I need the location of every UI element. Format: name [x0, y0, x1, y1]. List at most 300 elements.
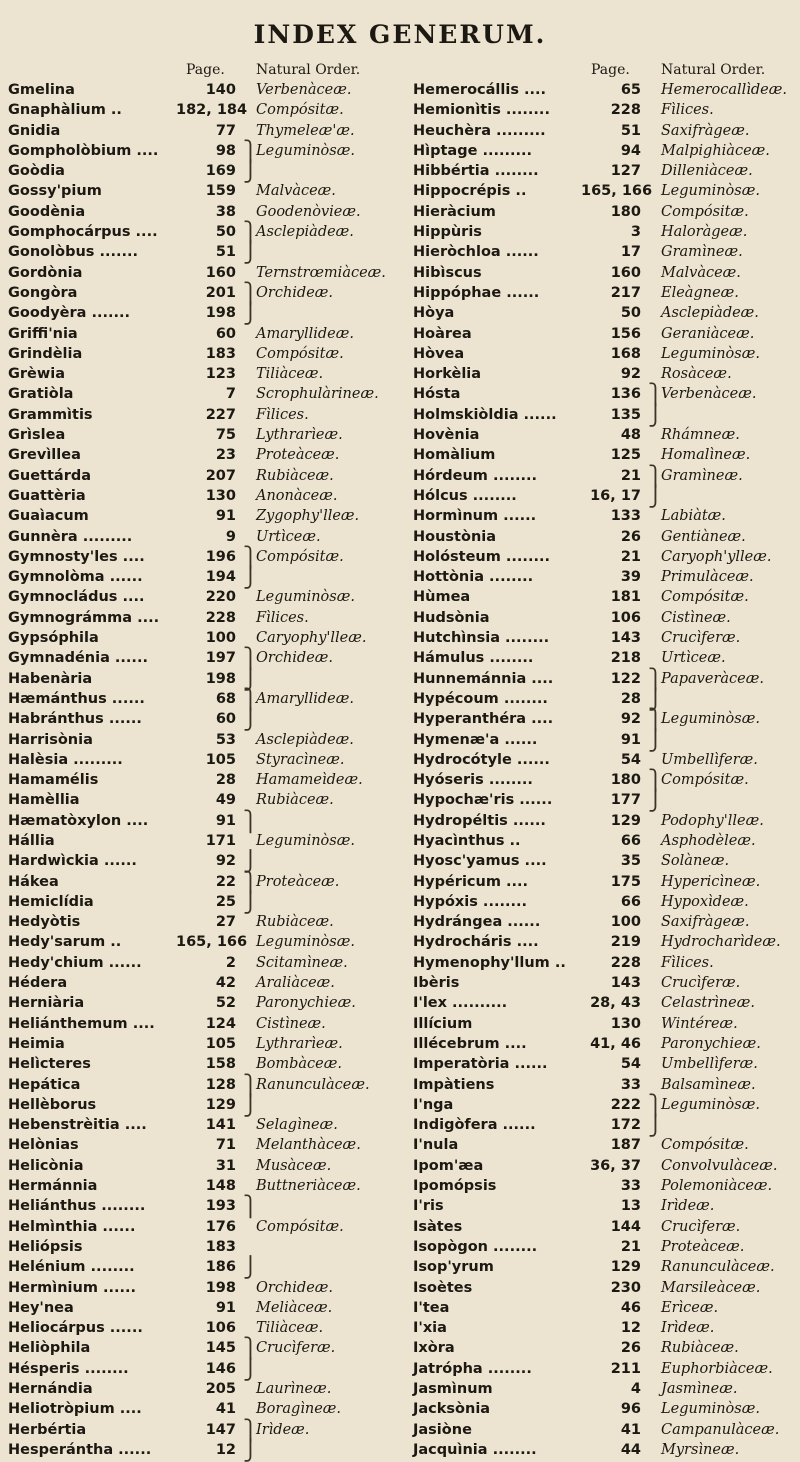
right-column — [413, 80, 798, 1460]
genus-name: Habenària — [8, 670, 93, 687]
index-entry — [8, 750, 393, 770]
page-number: 133 — [610, 508, 641, 525]
index-entry — [8, 932, 393, 952]
natural-order: Rubiàceæ. — [661, 1340, 739, 1357]
index-entry — [413, 932, 798, 952]
genus-name: Heliópsis — [8, 1238, 83, 1255]
genus-name: Gonolòbus ....... — [8, 244, 139, 261]
brace-mark: ⎭ — [648, 483, 663, 508]
page-number: 31 — [215, 1157, 236, 1174]
natural-order: Styracìneæ. — [256, 751, 345, 768]
genus-name: Gymnadénia ...... — [8, 650, 148, 667]
genus-name: Hutchìnsia ........ — [413, 630, 550, 647]
genus-name: Hósta — [413, 386, 461, 403]
page-number: 143 — [610, 630, 641, 647]
natural-order: Orchideæ. — [256, 284, 334, 301]
natural-order: Lythrarìeæ. — [256, 427, 343, 444]
page-number: 230 — [610, 1279, 641, 1296]
index-entry — [8, 202, 393, 222]
index-entry — [413, 161, 798, 181]
index-entry — [413, 892, 798, 912]
genus-name: Jasmìnum — [413, 1381, 493, 1397]
page-number: 23 — [215, 447, 236, 464]
genus-name: Hydrángea ...... — [413, 914, 541, 931]
natural-order: Compósitæ. — [661, 772, 749, 789]
index-entry — [413, 1075, 798, 1095]
page-number: 68 — [215, 690, 236, 707]
genus-name: Hibbértia ........ — [413, 163, 539, 180]
page-number: 42 — [215, 975, 236, 992]
index-entry — [413, 527, 798, 547]
index-entry — [413, 242, 798, 262]
genus-name: Hormìnum ...... — [413, 508, 537, 525]
genus-name: Ipom'æa — [413, 1157, 484, 1174]
page-number: 175 — [610, 873, 641, 890]
page-number: 65 — [620, 82, 641, 98]
brace-mark: ⎭ — [243, 1092, 258, 1117]
genus-name: Hardwìckia ...... — [8, 853, 137, 870]
page-number: 160 — [610, 264, 641, 281]
page-number: 136 — [610, 386, 641, 403]
genus-name: Hedyòtis — [8, 914, 81, 931]
genus-name: Helicònia — [8, 1157, 84, 1174]
natural-order: Caryoph'ylleæ. — [661, 548, 772, 565]
left-column-header — [8, 62, 393, 80]
index-entry — [413, 1135, 798, 1155]
genus-name: Guattèria — [8, 487, 86, 504]
page-number: 160 — [205, 264, 236, 281]
genus-name: Hòya — [413, 305, 455, 322]
page-number: 228 — [205, 609, 236, 626]
index-entry — [413, 141, 798, 161]
page-number: 25 — [215, 893, 236, 910]
brace-mark: ⎫ — [243, 1194, 258, 1219]
page-number: 91 — [215, 508, 236, 525]
page-number: 33 — [620, 1178, 641, 1195]
index-entry — [8, 730, 393, 750]
brace-mark: ⎫ — [243, 646, 258, 671]
genus-name: Hydrocháris .... — [413, 934, 539, 951]
genus-name: Gymnolòma ...... — [8, 569, 143, 586]
natural-order: Solàneæ. — [661, 853, 730, 870]
genus-name: Herbértia — [8, 1421, 87, 1438]
page-number: 75 — [215, 427, 236, 444]
genus-name: Gymnocládus .... — [8, 589, 145, 606]
genus-name: Guettárda — [8, 467, 92, 484]
natural-order: Gramìneæ. — [661, 244, 743, 261]
index-entry — [413, 608, 798, 628]
genus-name: Jacquìnia ........ — [413, 1441, 537, 1458]
index-entry — [413, 283, 798, 303]
natural-order: Proteàceæ. — [661, 1238, 745, 1255]
genus-name: Hydrocótyle ...... — [413, 751, 550, 768]
genus-name: Hemiclídia — [8, 893, 94, 910]
index-entry — [413, 1359, 798, 1379]
genus-name: Grèwia — [8, 366, 66, 383]
genus-name: Harrisònia — [8, 731, 93, 748]
index-entry — [8, 159, 393, 184]
page-number: 17 — [620, 244, 641, 261]
brace-mark: ⎫ — [243, 1417, 258, 1442]
index-entry — [413, 1217, 798, 1237]
genus-name: Isopògon ........ — [413, 1238, 538, 1255]
brace-mark: ⎭ — [648, 686, 663, 711]
index-entry — [413, 121, 798, 141]
index-entry — [413, 872, 798, 892]
index-entry — [413, 222, 798, 242]
natural-order: Leguminòsæ. — [256, 142, 355, 159]
page-number: 71 — [215, 1137, 236, 1154]
natural-order: Crucìferæ. — [661, 630, 741, 647]
natural-order: Urtìceæ. — [661, 650, 726, 667]
index-entry — [8, 1054, 393, 1074]
index-entry — [8, 240, 393, 265]
natural-order: Balsamìneæ. — [661, 1076, 756, 1093]
index-entry — [8, 100, 393, 120]
natural-order: Meliàceæ. — [256, 1299, 333, 1316]
page-number: 123 — [205, 366, 236, 383]
index-entry — [8, 1278, 393, 1298]
natural-order: Hydrocharìdeæ. — [661, 934, 781, 951]
index-entry — [413, 953, 798, 973]
genus-name: Griffi'nia — [8, 325, 78, 342]
genus-name: Hermìnium ...... — [8, 1279, 137, 1296]
genus-name: Hippocrépis .. — [413, 183, 527, 200]
natural-order: Dilleniàceæ. — [661, 163, 753, 180]
index-entry — [413, 1237, 798, 1257]
genus-name: Herniària — [8, 995, 85, 1012]
page-number: 9 — [225, 528, 236, 545]
page-number: 140 — [205, 82, 236, 98]
index-entry — [8, 889, 393, 914]
page-number: 51 — [620, 122, 641, 139]
page-number: 217 — [610, 284, 641, 301]
genus-name: Hippóphae ...... — [413, 284, 540, 301]
genus-name: Hámulus ........ — [413, 650, 534, 667]
page-number: 27 — [215, 914, 236, 931]
genus-name: Hedy'sarum .. — [8, 934, 122, 951]
page-number: 100 — [205, 630, 236, 647]
genus-name: Helénium ........ — [8, 1259, 135, 1276]
natural-order: Hamameìdeæ. — [256, 772, 363, 789]
natural-order: Urtìceæ. — [256, 528, 321, 545]
brace-mark: ⎫ — [243, 1072, 258, 1097]
index-entry — [8, 527, 393, 547]
page-number: 172 — [610, 1117, 641, 1134]
natural-order: Cistìneæ. — [661, 609, 731, 626]
index-entry — [8, 344, 393, 364]
page-header: Page. — [591, 62, 630, 78]
genus-name: Hórdeum ........ — [413, 467, 538, 484]
natural-order: Ternstrœmiàceæ. — [256, 264, 386, 281]
genus-name: I'nga — [413, 1096, 454, 1113]
brace-mark: ⎫ — [648, 463, 663, 488]
brace-mark: ⎭ — [243, 301, 258, 326]
page-number: 39 — [620, 569, 641, 586]
index-entry — [413, 1440, 798, 1460]
natural-order: Thymeleæ'æ. — [256, 122, 355, 139]
page-number: 48 — [620, 427, 641, 444]
order-header: Natural Order. — [256, 62, 361, 78]
genus-name: Gymnosty'les .... — [8, 548, 145, 565]
page-number: 141 — [205, 1117, 236, 1134]
page-number: 177 — [610, 792, 641, 809]
page-number: 127 — [610, 163, 641, 180]
natural-order: Umbellìferæ. — [661, 751, 758, 768]
natural-order: Gramìneæ. — [661, 467, 743, 484]
index-entry — [8, 993, 393, 1013]
page-number: 66 — [620, 893, 641, 910]
natural-order: Scitamìneæ. — [256, 954, 348, 971]
page-number: 201 — [205, 284, 236, 301]
natural-order: Rubiàceæ. — [256, 914, 334, 931]
genus-name: Hernándia — [8, 1381, 93, 1397]
genus-name: Homàlium — [413, 447, 496, 464]
brace-mark: ⎫ — [243, 808, 258, 833]
natural-order: Proteàceæ. — [256, 873, 340, 890]
page-number: 198 — [205, 305, 236, 322]
brace-mark: ⎫ — [243, 1336, 258, 1361]
page-number: 91 — [215, 812, 236, 829]
brace-mark: ⎫ — [243, 280, 258, 305]
genus-name: Gnidia — [8, 122, 61, 139]
order-header: Natural Order. — [661, 62, 766, 78]
natural-order: Tiliàceæ. — [256, 366, 324, 383]
index-entry — [413, 1399, 798, 1419]
index-entry — [413, 202, 798, 222]
natural-order: Haloràgeæ. — [661, 224, 748, 241]
page-number: 106 — [610, 609, 641, 626]
page-number: 38 — [215, 203, 236, 220]
page-number: 122 — [610, 670, 641, 687]
index-entry — [413, 1257, 798, 1277]
page-number: 16, 17 — [590, 487, 641, 504]
page-number: 159 — [205, 183, 236, 200]
index-entry — [413, 750, 798, 770]
index-entry — [8, 1115, 393, 1135]
genus-name: Holósteum ........ — [413, 548, 550, 565]
page-number: 205 — [205, 1381, 236, 1397]
page-number: 106 — [205, 1320, 236, 1337]
index-entry — [8, 181, 393, 201]
natural-order: Compósitæ. — [256, 548, 344, 565]
natural-order: Fìlices. — [256, 406, 309, 423]
genus-name: Hólcus ........ — [413, 487, 517, 504]
natural-order: Irìdeæ. — [661, 1198, 715, 1215]
index-entry — [413, 1196, 798, 1216]
index-entry — [8, 628, 393, 648]
brace-mark: ⎭ — [243, 1356, 258, 1381]
index-entry — [413, 547, 798, 567]
index-entry — [8, 1417, 393, 1442]
natural-order: Compósitæ. — [661, 589, 749, 606]
page-number: 180 — [610, 772, 641, 789]
index-entry — [413, 402, 798, 427]
natural-order: Saxifràgeæ. — [661, 122, 750, 139]
natural-order: Labiàtæ. — [661, 508, 726, 525]
brace-mark: ⎫ — [648, 382, 663, 407]
brace-mark: ⎭ — [243, 1437, 258, 1462]
natural-order: Eleàgneæ. — [661, 284, 739, 301]
natural-order: Hypericìneæ. — [661, 873, 761, 890]
index-entry — [8, 324, 393, 344]
index-entry — [413, 788, 798, 813]
page-number: 143 — [610, 975, 641, 992]
genus-name: Gymnográmma .... — [8, 609, 160, 626]
natural-order: Compósitæ. — [256, 1218, 344, 1235]
index-entry — [413, 993, 798, 1013]
page-number: 22 — [215, 873, 236, 890]
page-number: 96 — [620, 1401, 641, 1418]
brace-mark: ⎫ — [648, 1092, 663, 1117]
index-entry — [8, 770, 393, 790]
natural-order: Homalìneæ. — [661, 447, 751, 464]
page-number: 211 — [610, 1360, 641, 1377]
natural-order: Orchideæ. — [256, 1279, 334, 1296]
page-number: 168 — [610, 345, 641, 362]
page-number: 129 — [610, 1259, 641, 1276]
index-entry — [8, 1336, 393, 1361]
page-number: 21 — [620, 548, 641, 565]
natural-order: Umbellìferæ. — [661, 1056, 758, 1073]
natural-order: Amaryllideæ. — [256, 325, 355, 342]
page-number: 28 — [620, 690, 641, 707]
natural-order: Compósitæ. — [256, 102, 344, 119]
genus-name: Hòvea — [413, 345, 465, 362]
natural-order: Celastrìneæ. — [661, 995, 755, 1012]
natural-order: Convolvulàceæ. — [661, 1157, 778, 1174]
genus-name: Jasiòne — [413, 1421, 472, 1438]
natural-order: Irìdeæ. — [256, 1421, 310, 1438]
genus-name: Indigòfera ...... — [413, 1117, 536, 1134]
natural-order: Rosàceæ. — [661, 366, 732, 383]
genus-name: Gratiòla — [8, 386, 74, 403]
index-entry — [413, 1278, 798, 1298]
page-number: 218 — [610, 650, 641, 667]
brace-mark: ⎭ — [648, 727, 663, 752]
left-column — [8, 80, 393, 1460]
natural-order: Saxifràgeæ. — [661, 914, 750, 931]
index-entry — [8, 506, 393, 526]
genus-name: I'xia — [413, 1320, 447, 1337]
page-number: 193 — [205, 1198, 236, 1215]
page-number: 26 — [620, 1340, 641, 1357]
page-number: 181 — [610, 589, 641, 606]
page-number: 91 — [215, 1299, 236, 1316]
index-entry — [413, 727, 798, 752]
index-entry — [413, 1113, 798, 1138]
page-number: 44 — [620, 1441, 641, 1458]
page-number: 180 — [610, 203, 641, 220]
page-number: 41 — [215, 1401, 236, 1418]
index-entry — [413, 768, 798, 793]
genus-name: Gnaphàlium .. — [8, 102, 122, 119]
page-number: 4 — [630, 1381, 641, 1397]
genus-name: Goodyèra ....... — [8, 305, 131, 322]
natural-order: Paronychieæ. — [661, 1035, 761, 1052]
natural-order: Asclepiàdeæ. — [661, 305, 759, 322]
index-entry — [413, 1298, 798, 1318]
natural-order: Leguminòsæ. — [256, 934, 355, 951]
page-number: 46 — [620, 1299, 641, 1316]
page-number: 35 — [620, 853, 641, 870]
index-entry — [413, 1379, 798, 1399]
genus-name: Grìslea — [8, 427, 66, 444]
page-number: 207 — [205, 467, 236, 484]
index-entry — [8, 1237, 393, 1257]
natural-order: Primulàceæ. — [661, 569, 754, 586]
genus-name: Hudsònia — [413, 609, 490, 626]
natural-order: Selagìneæ. — [256, 1117, 338, 1134]
genus-name: I'tea — [413, 1299, 450, 1316]
genus-name: Hésperis ........ — [8, 1360, 129, 1377]
natural-order: Myrsìneæ. — [661, 1441, 740, 1458]
natural-order: Cistìneæ. — [256, 1015, 326, 1032]
natural-order: Asphodèleæ. — [661, 832, 756, 849]
page-number: 3 — [630, 224, 641, 241]
genus-name: Isop'yrum — [413, 1259, 494, 1276]
index-entry — [8, 138, 393, 163]
index-entry — [413, 686, 798, 711]
natural-order: Scrophulàrineæ. — [256, 386, 379, 403]
natural-order: Rhámneæ. — [661, 427, 740, 444]
genus-name: Heliánthemum .... — [8, 1015, 155, 1032]
index-entry — [413, 100, 798, 120]
genus-name: Hebenstrèitia .... — [8, 1117, 147, 1134]
natural-order: Musàceæ. — [256, 1157, 332, 1174]
genus-name: Isàtes — [413, 1218, 463, 1235]
genus-name: Hypéricum .... — [413, 873, 529, 890]
brace-mark: ⎫ — [243, 138, 258, 163]
genus-name: Hieròchloa ...... — [413, 244, 539, 261]
natural-order: Rubiàceæ. — [256, 792, 334, 809]
brace-mark: ⎭ — [243, 240, 258, 265]
natural-order: Crucìferæ. — [256, 1340, 336, 1357]
genus-name: Hemerocállis .... — [413, 82, 547, 98]
genus-name: Ipomópsis — [413, 1178, 497, 1195]
genus-name: Houstònia — [413, 528, 497, 545]
page-number: 145 — [205, 1340, 236, 1357]
index-entry — [8, 425, 393, 445]
index-entry — [8, 831, 393, 851]
index-entry — [413, 181, 798, 201]
genus-name: Isoètes — [413, 1279, 473, 1296]
genus-name: Grammìtis — [8, 406, 93, 423]
index-entry — [8, 849, 393, 874]
page-number: 52 — [215, 995, 236, 1012]
index-entry — [413, 324, 798, 344]
natural-order: Campanulàceæ. — [661, 1421, 780, 1438]
page-number: 92 — [620, 366, 641, 383]
page-number: 21 — [620, 467, 641, 484]
natural-order: Verbenàceæ. — [661, 386, 757, 403]
genus-name: Illécebrum .... — [413, 1035, 527, 1052]
genus-name: Jacksònia — [413, 1401, 491, 1418]
page-number: 94 — [620, 142, 641, 159]
page-number: 186 — [205, 1259, 236, 1276]
index-entry — [8, 1437, 393, 1462]
index-entry — [8, 1356, 393, 1381]
genus-name: Hey'nea — [8, 1299, 74, 1316]
page-number: 54 — [620, 1056, 641, 1073]
genus-name: Gmelina — [8, 82, 75, 98]
index-entry — [8, 686, 393, 711]
page-number: 146 — [205, 1360, 236, 1377]
index-entry — [8, 384, 393, 404]
index-entry — [8, 1217, 393, 1237]
index-entry — [8, 445, 393, 465]
natural-order: Leguminòsæ. — [661, 345, 760, 362]
